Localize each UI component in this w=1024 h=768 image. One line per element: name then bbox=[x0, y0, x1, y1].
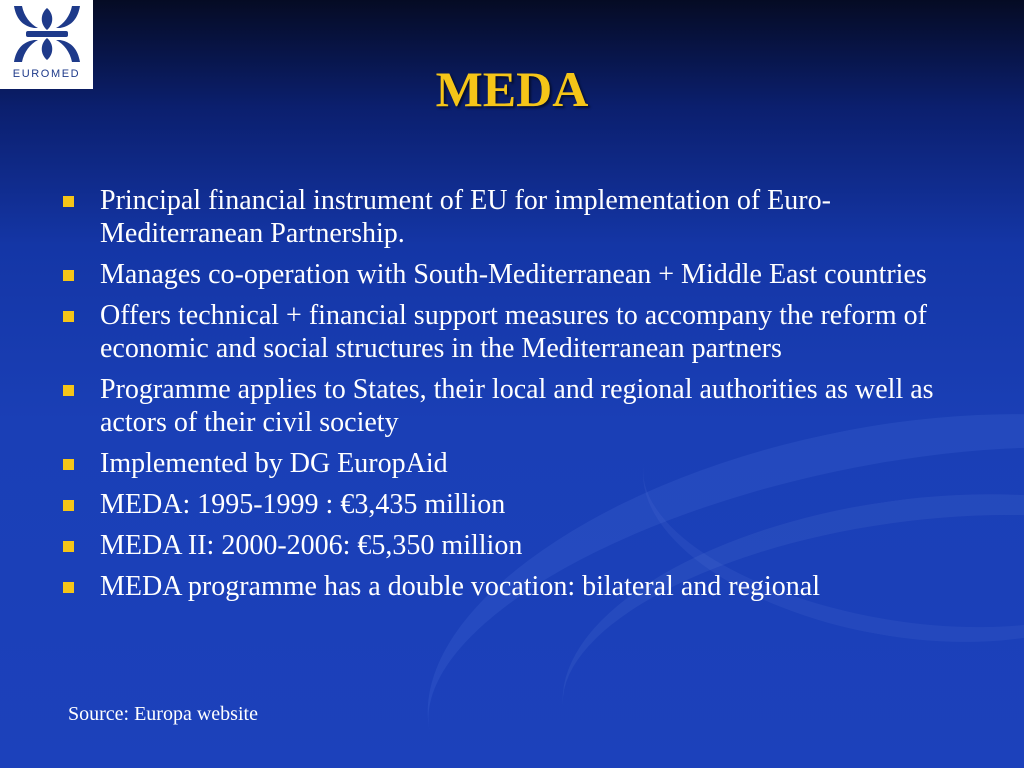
square-bullet-icon bbox=[63, 196, 74, 207]
bullet-text: MEDA programme has a double vocation: bilateral and regional bbox=[100, 571, 821, 602]
bullet-text: MEDA II: 2000-2006: €5,350 million bbox=[100, 530, 523, 561]
square-bullet-icon bbox=[63, 311, 74, 322]
bullet-text: Principal financial instrument of EU for implementation of Euro-Mediterranean Partnership. bbox=[100, 185, 831, 249]
square-bullet-icon bbox=[63, 459, 74, 470]
bullet-item bbox=[60, 299, 990, 365]
slide-title: MEDA bbox=[435, 61, 589, 117]
logo-text: EUROMED bbox=[12, 68, 81, 80]
bullet-item bbox=[60, 184, 990, 250]
bullet-item bbox=[60, 447, 990, 480]
euromed-logo-icon bbox=[10, 4, 84, 64]
bullet-list bbox=[60, 184, 990, 611]
source-note: Source: Europa website bbox=[68, 703, 258, 725]
bullet-item bbox=[60, 373, 990, 439]
square-bullet-icon bbox=[63, 500, 74, 511]
bullet-item bbox=[60, 570, 990, 603]
square-bullet-icon bbox=[63, 385, 74, 396]
bullet-text: Implemented by DG EuropAid bbox=[100, 448, 448, 479]
square-bullet-icon bbox=[63, 582, 74, 593]
square-bullet-icon bbox=[63, 541, 74, 552]
bullet-text: Programme applies to States, their local and regional authorities as well as actors of their civil society bbox=[100, 374, 934, 438]
bullet-item bbox=[60, 488, 990, 521]
bullet-text: MEDA: 1995-1999 : €3,435 million bbox=[100, 489, 506, 520]
square-bullet-icon bbox=[63, 270, 74, 281]
bullet-text: Offers technical + financial support measures to accompany the reform of economic and social structures in the Mediterranean partners bbox=[100, 300, 927, 364]
bullet-item bbox=[60, 529, 990, 562]
bullet-text: Manages co-operation with South-Mediterranean + Middle East countries bbox=[100, 259, 927, 290]
bullet-item bbox=[60, 258, 990, 291]
